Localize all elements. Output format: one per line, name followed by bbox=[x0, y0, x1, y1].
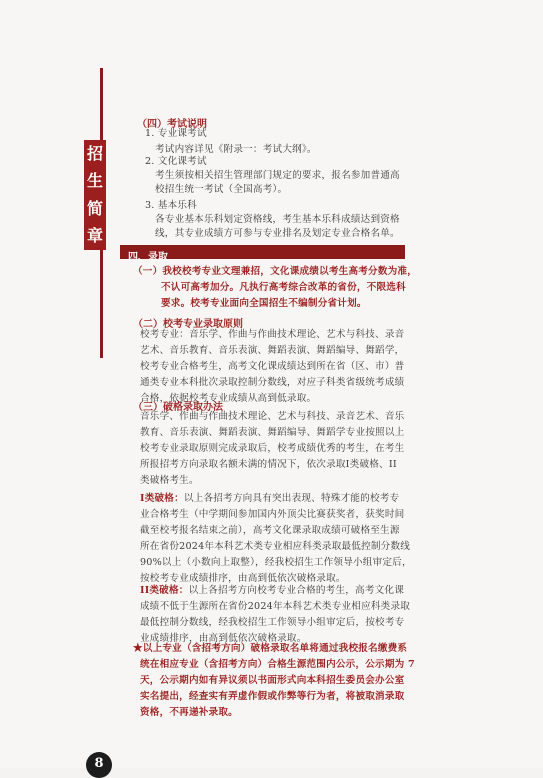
note-line: 统在相应专业（含招考方向）合格生源范围内公示，公示期为 7 bbox=[140, 659, 415, 670]
note-line: 资格，不再递补录取。 bbox=[140, 707, 238, 718]
class2-line bbox=[140, 583, 404, 600]
side-title-char: 生 bbox=[86, 171, 103, 191]
class1-line: 所在省份2024年本科艺术类专业相应科类录取最低控制分数线 bbox=[140, 541, 411, 552]
admission-p3-line: 教育、音乐表演、舞蹈表演、舞蹈编导、舞蹈学专业按照以上 bbox=[140, 427, 405, 438]
class1-line bbox=[140, 491, 399, 508]
note-line: 实名提出，经查实有弄虚作假或作弊等行为者，将被取消录取 bbox=[140, 691, 405, 702]
section-bar bbox=[120, 245, 405, 263]
admission-p3-line: 所报招考方向录取名额未满的情况下，依次录取I类破格、II bbox=[140, 459, 397, 470]
side-title-box bbox=[84, 140, 106, 250]
class2-line: 最低控制分数线，经我校招生工作领导小组审定后，按校考专 bbox=[140, 617, 405, 628]
exam-item-label: 2. 文化课考试 bbox=[145, 156, 207, 167]
class1-text: 以上各招考方向具有突出表现、特殊才能的校考专 bbox=[183, 493, 400, 504]
admission-p2-line: 艺术、音乐教育、音乐表演、舞蹈表演、舞蹈编导、舞蹈学， bbox=[140, 345, 405, 356]
note-line: ★以上专业（含招考方向）破格录取名单将通过我校报名缴费系 bbox=[133, 643, 408, 654]
admission-p2-line: 通类专业本科批次录取控制分数线，对应子科类省级统考成绩 bbox=[140, 377, 405, 388]
class1-line: 按校考专业成绩排序，由高到低依次破格录取。 bbox=[140, 573, 346, 584]
exam-item-line: 各专业基本乐科划定资格线，考生基本乐科成绩达到资格 bbox=[155, 214, 400, 225]
class1-line: 业合格考生（中学期间参加国内外顶尖比赛获奖者，获奖时间 bbox=[140, 509, 405, 520]
exam-heading: （四）考试说明 bbox=[137, 119, 207, 130]
exam-item-line: 考试内容详见《附录一：考试大纲》。 bbox=[155, 144, 317, 155]
side-title-char: 简 bbox=[86, 198, 103, 218]
class2-line: 业成绩排序，由高到低依次破格录取。 bbox=[140, 633, 307, 644]
side-title-char: 招 bbox=[86, 143, 103, 163]
note-line: 天，公示期内如有异议须以书面形式向本科招生委员会办公室 bbox=[140, 675, 405, 686]
admission-p2-line: 校考专业合格考生，高考文化课成绩达到所在省（区、市）普 bbox=[140, 361, 405, 372]
admission-p3-line: 音乐学、作曲与作曲技术理论、艺术与科技、录音艺术、音乐 bbox=[140, 411, 405, 422]
class1-line: 截至校考报名结束之前），高考文化课录取成绩可破格至生源 bbox=[140, 525, 400, 536]
exam-item-label: 1. 专业课考试 bbox=[145, 128, 207, 139]
class1-label: I类破格： bbox=[140, 493, 184, 504]
exam-item-line: 线，其专业成绩方可参与专业排名及划定专业合格名单。 bbox=[155, 228, 400, 239]
admission-p2-line: 校考专业：音乐学、作曲与作曲技术理论、艺术与科技、录音 bbox=[140, 329, 405, 340]
admission-p1-line: 不认可高考加分。凡执行高考综合改革的省份，不限选科 bbox=[161, 282, 406, 293]
admission-p3-line: 类破格考生。 bbox=[140, 475, 199, 486]
exam-item-label: 3. 基本乐科 bbox=[145, 200, 197, 211]
class2-line: 成绩不低于生源所在省份2024年本科艺术类专业相应科类录取 bbox=[140, 601, 411, 612]
admission-p3-line: 校考专业录取原则完成录取后，校考成绩优秀的考生，在考生 bbox=[140, 443, 405, 454]
admission-p2-heading: （二）校考专业录取原则 bbox=[133, 319, 243, 330]
admission-p1-line: （一）我校校考专业文理兼招，文化课成绩以考生高考分数为准， bbox=[133, 266, 418, 277]
admission-p3-heading: （三）破格录取办法 bbox=[133, 402, 223, 413]
admission-p1-line: 要求。校考专业面向全国招生不编制分省计划。 bbox=[161, 298, 367, 309]
side-title-char: 章 bbox=[86, 226, 103, 246]
class1-line: 90%以上（小数向上取整），经我校招生工作领导小组审定后， bbox=[140, 557, 412, 568]
class2-text: 以上各招考方向校考专业合格的考生，高考文化课 bbox=[188, 585, 405, 596]
class2-label: II类破格： bbox=[140, 585, 189, 596]
section-bar-title: 四、录取 bbox=[128, 252, 168, 263]
exam-item-line: 考生须按相关招生管理部门规定的要求，报名参加普通高 bbox=[155, 170, 400, 181]
exam-item-line: 校招生统一考试（全国高考）。 bbox=[155, 184, 288, 195]
page-number: 8 bbox=[86, 752, 112, 778]
admission-p2-line: 合格，依据校考专业成绩从高到低录取。 bbox=[140, 393, 317, 404]
